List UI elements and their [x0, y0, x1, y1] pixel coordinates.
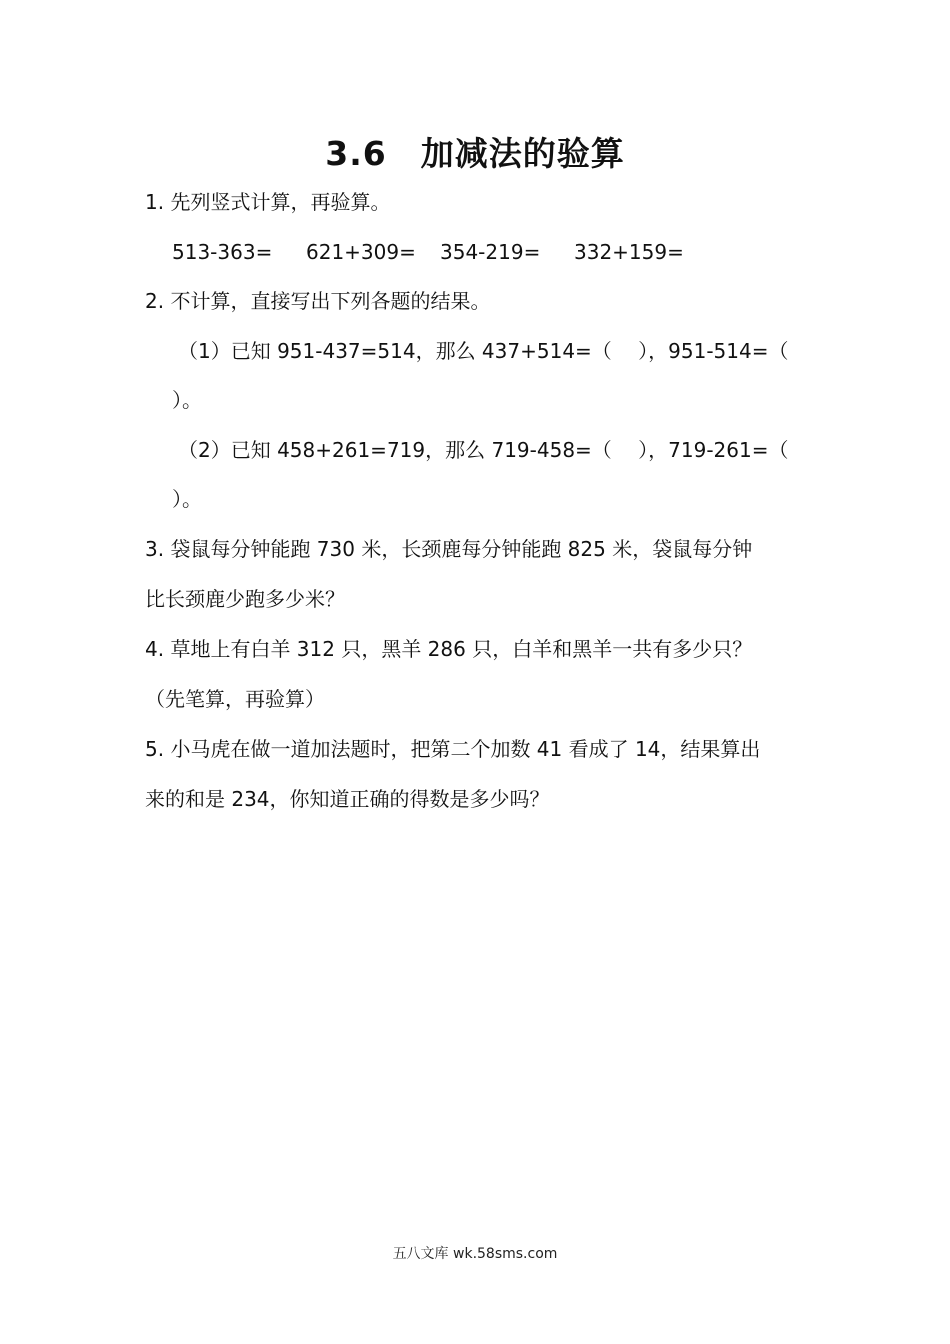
question-4-line-1: 4. 草地上有白羊 312 只，黑羊 286 只，白羊和黑羊一共有多少只？: [145, 637, 753, 661]
question-1-prompt: 1. 先列竖式计算，再验算。: [145, 190, 391, 214]
question-3-line-2: 比长颈鹿少跑多少米？: [145, 587, 345, 611]
expression-2: 621+309=: [306, 240, 416, 264]
expression-4: 332+159=: [574, 240, 684, 264]
question-5-line-1: 5. 小马虎在做一道加法题时，把第二个加数 41 看成了 14，结果算出: [145, 737, 761, 761]
expression-3: 354-219=: [440, 240, 541, 264]
question-2-item-1-line-2: ）。: [172, 388, 202, 412]
page-title: 3.6 加减法的验算: [325, 134, 625, 173]
question-4-line-2: （先笔算，再验算）: [145, 687, 325, 711]
question-2-item-1-line-1: （1）已知 951-437=514，那么 437+514=（ ），951-514=（: [178, 339, 789, 363]
footer-watermark: 五八文库 wk.58sms.com: [392, 1246, 558, 1262]
question-2-prompt: 2. 不计算，直接写出下列各题的结果。: [145, 289, 491, 313]
question-2-item-2-line-2: ）。: [172, 487, 202, 511]
expression-1: 513-363=: [172, 240, 273, 264]
question-3-line-1: 3. 袋鼠每分钟能跑 730 米，长颈鹿每分钟能跑 825 米，袋鼠每分钟: [145, 537, 753, 561]
question-5-line-2: 来的和是 234，你知道正确的得数是多少吗？: [145, 787, 550, 811]
question-2-item-2-line-1: （2）已知 458+261=719，那么 719-458=（ ），719-261=（: [178, 438, 789, 462]
